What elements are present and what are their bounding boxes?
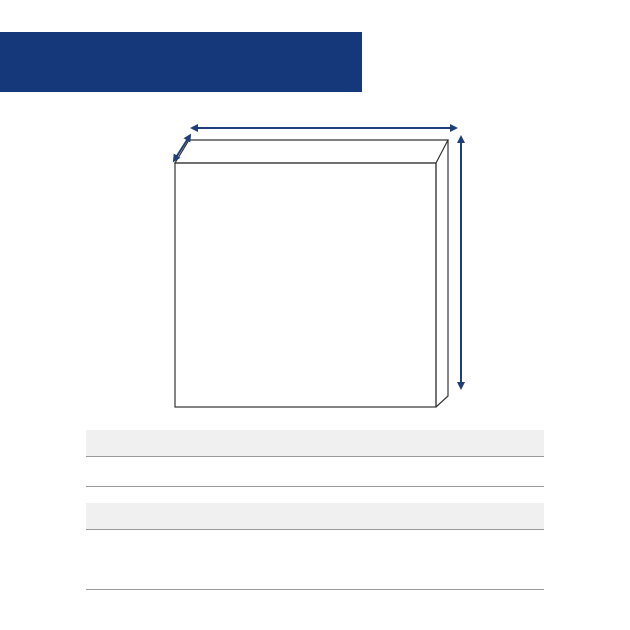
cabinet-front xyxy=(175,163,436,407)
row-divider xyxy=(86,589,544,590)
cabinet-side-face xyxy=(436,140,448,407)
cabinet-outline xyxy=(175,140,448,407)
row-divider xyxy=(86,486,544,487)
drawer-table-header xyxy=(86,430,544,457)
depth-arrow xyxy=(175,137,189,159)
cabinet-top-face xyxy=(175,140,448,163)
cabinet-table-header xyxy=(86,503,544,530)
